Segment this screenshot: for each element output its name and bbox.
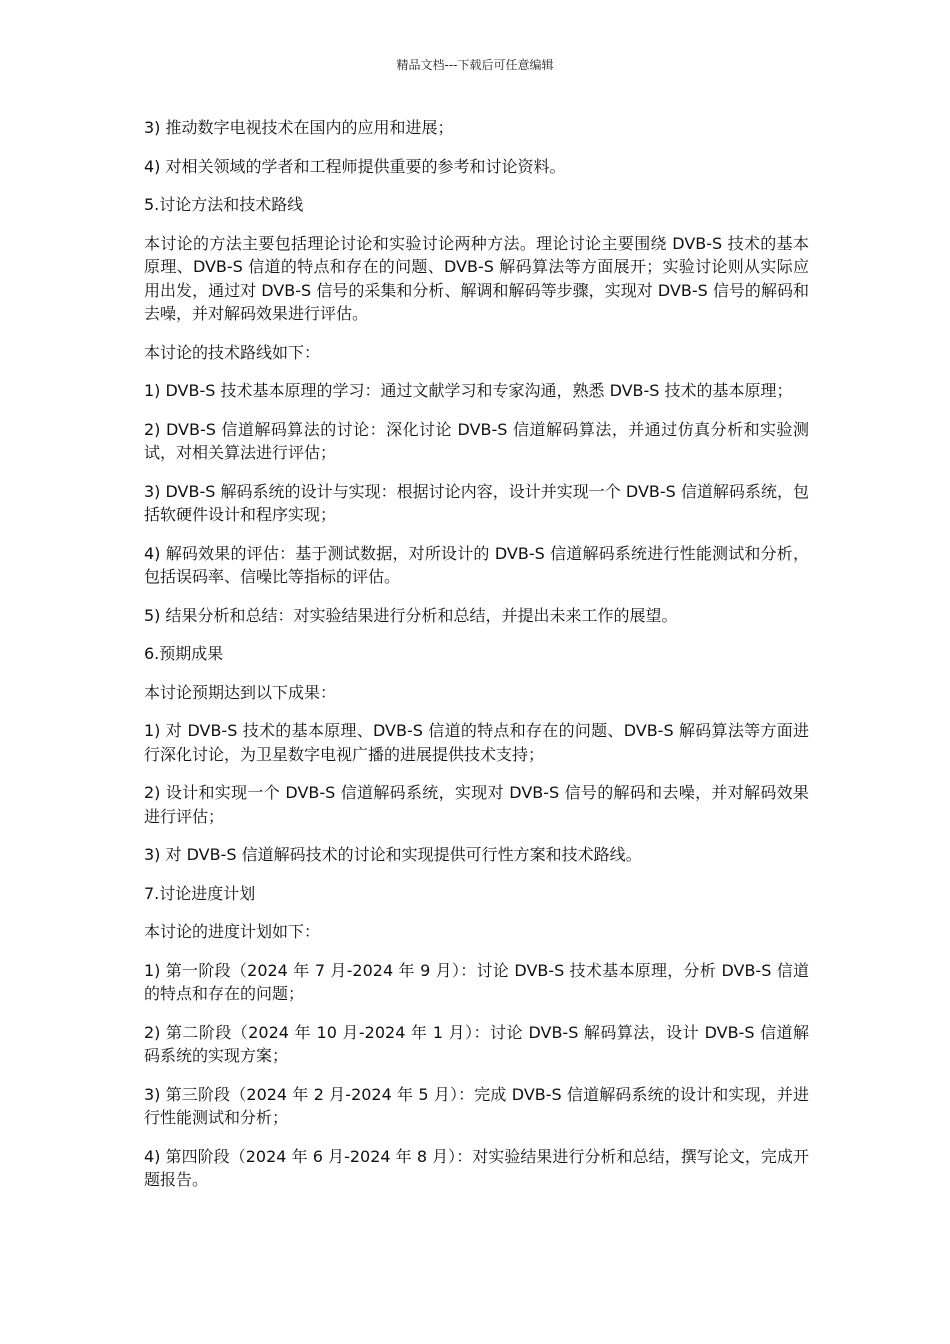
list-item: 2) DVB-S 信道解码算法的讨论：深化讨论 DVB-S 信道解码算法，并通过仿真分析和实验测试，对相关算法进行评估； (144, 419, 809, 462)
list-item: 4) 解码效果的评估：基于测试数据，对所设计的 DVB-S 信道解码系统进行性能测试和分析，包括误码率、信噪比等指标的评估。 (144, 543, 809, 586)
section-heading: 5.讨论方法和技术路线 (144, 195, 304, 214)
list-item: 3) DVB-S 解码系统的设计与实现：根据讨论内容，设计并实现一个 DVB-S 信道解码系统，包括软硬件设计和程序实现； (144, 481, 809, 524)
list-item: 2) 设计和实现一个 DVB-S 信道解码系统，实现对 DVB-S 信号的解码和去噪，并对解码效果进行评估； (144, 783, 809, 826)
list-item: 3) 推动数字电视技术在国内的应用和进展； (144, 118, 454, 137)
page-header: 精品文档---下载后可任意编辑 (396, 58, 554, 72)
body-paragraph: 本讨论的技术路线如下： (144, 342, 321, 362)
list-item: 1) 对 DVB-S 技术的基本原理、DVB-S 信道的特点和存在的问题、DVB-S 解码算法等方面进行深化讨论，为卫星数字电视广播的进展提供技术支持； (144, 721, 809, 764)
list-item: 1) 第一阶段（2024 年 7 月-2024 年 9 月）：讨论 DVB-S 技术基本原理，分析 DVB-S 信道的特点和存在的问题； (144, 960, 809, 1003)
document-body (144, 116, 809, 1207)
body-paragraph: 本讨论的进度计划如下： (144, 922, 321, 941)
list-item: 3) 对 DVB-S 信道解码技术的讨论和实现提供可行性方案和技术路线。 (144, 845, 642, 864)
list-item: 2) 第二阶段（2024 年 10 月-2024 年 1 月）：讨论 DVB-S 解码算法，设计 DVB-S 信道解码系统的实现方案； (144, 1022, 809, 1065)
list-item: 5) 结果分析和总结：对实验结果进行分析和总结，并提出未来工作的展望。 (144, 605, 678, 625)
list-item: 1) DVB-S 技术基本原理的学习：通过文献学习和专家沟通，熟悉 DVB-S 技术的基本原理； (144, 381, 793, 400)
body-paragraph: 本讨论的方法主要包括理论讨论和实验讨论两种方法。理论讨论主要围绕 DVB-S 技术的基本原理、DVB-S 信道的特点和存在的问题、DVB-S 解码算法等方面展开；实验讨论则从实际应用出发，通过对 DVB-S 信号的采集和分析、解调和解码等步骤，实现对 DVB-S 信号的解码和去噪，并对解码效果进行评估。 (144, 233, 809, 323)
section-heading: 7.讨论进度计划 (144, 883, 256, 903)
list-item: 4) 对相关领域的学者和工程师提供重要的参考和讨论资料。 (144, 156, 566, 176)
list-item: 4) 第四阶段（2024 年 6 月-2024 年 8 月）：对实验结果进行分析和总结，撰写论文，完成开题报告。 (144, 1146, 809, 1189)
section-heading: 6.预期成果 (144, 644, 224, 663)
list-item: 3) 第三阶段（2024 年 2 月-2024 年 5 月）：完成 DVB-S 信道解码系统的设计和实现，并进行性能测试和分析； (144, 1084, 809, 1127)
body-paragraph: 本讨论预期达到以下成果： (144, 682, 337, 702)
